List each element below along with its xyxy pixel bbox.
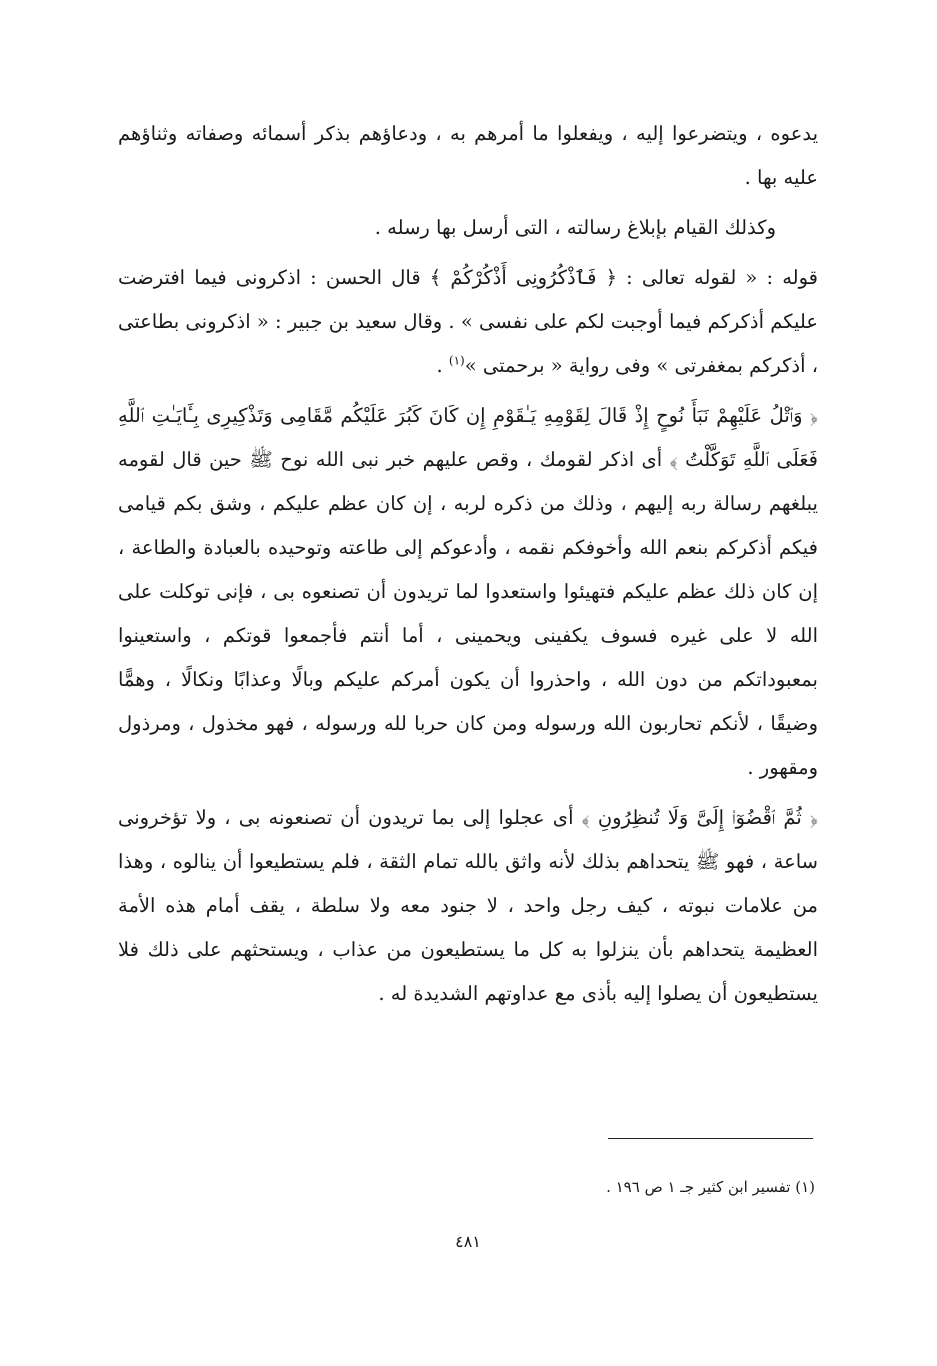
body-text [118, 112, 818, 1022]
footnote-divider [608, 1138, 813, 1139]
paragraph-1: يدعوه ، ويتضرعوا إليه ، ويفعلوا ما أمرهم به ، ودعاؤهم بذكر أسمائه وصفاته وثناؤهم عليه بها . [118, 122, 818, 189]
paragraph-3 [118, 256, 818, 388]
page-number: ٤٨١ [455, 1232, 481, 1251]
footnote-reference: (١) [448, 353, 465, 368]
paragraph-3-end: . [436, 354, 449, 377]
paragraph-3-text: قوله : « لقوله تعالى : ﴿ فَٱذْكُرُونِى أَذْكُرْكُمْ ﴾ قال الحسن : اذكرونى فيما افترضت عليكم أذكركم فيما أوجبت لكم على نفسى » . وقال سعيد بن جبير : « اذكرونى بطاعتى ، أذكركم بمغفرتى » وفى رواية « برحمتى » [118, 266, 818, 377]
paragraph-5: ﴿ ثُمَّ ٱقْضُوٓا۟ إِلَىَّ وَلَا تُنظِرُونِ ﴾ أى عجلوا إلى بما تريدون أن تصنعونه بى ، ولا تؤخرونى ساعة ، فهو ﷺ يتحداهم بذلك لأنه واثق بالله تمام الثقة ، فلم يستطيعوا أن ينالوه ، وهذا من علامات نبوته ، كيف رجل واحد ، لا جنود معه ولا سلطة ، يقف أمام هذه الأمة العظيمة يتحداهم بأن ينزلوا به كل ما يستطيعون من عذاب ، ويستحثهم على ذلك فلا يستطيعون أن يصلوا إليه بأذى مع عداوتهم الشديدة له . [118, 806, 818, 1005]
paragraph-4: ﴿ وَٱتْلُ عَلَيْهِمْ نَبَأَ نُوحٍ إِذْ قَالَ لِقَوْمِهِ يَـٰقَوْمِ إِن كَانَ كَبُرَ عَلَيْكُم مَّقَامِى وَتَذْكِيرِى بِـَٔايَـٰتِ ٱللَّهِ فَعَلَى ٱللَّهِ تَوَكَّلْتُ ﴾ أى اذكر لقومك ، وقص عليهم خبر نبى الله نوح ﷺ حين قال لقومه يبلغهم رسالة ربه إليهم ، وذلك من ذكره لربه ، إن كان عظم عليكم ، وشق بكم قيامى فيكم أذكركم بنعم الله وأخوفكم نقمه ، وأدعوكم إلى طاعته وتوحيده بالعبادة والطاعة ، إن كان ذلك عظم عليكم فتهيئوا واستعدوا لما تريدون أن تصنعوه بى ، فإنى توكلت على الله لا على غيره فسوف يكفينى ويحمينى ، أما أنتم فأجمعوا قوتكم ، واستعينوا بمعبوداتكم من دون الله ، واحذروا أن يكون أمركم عليكم وبالًا وعذابًا ونكالًا ، وهمًّا وضيقًا ، لأنكم تحاربون الله ورسوله ومن كان حربا لله ورسوله ، فهو مخذول ، ومرذول ومقهور . [118, 404, 818, 779]
footnote: (١) تفسير ابن كثير جـ ١ ص ١٩٦ . [606, 1178, 815, 1196]
paragraph-2: وكذلك القيام بإبلاغ رسالته ، التى أرسل بها رسله . [374, 216, 776, 239]
